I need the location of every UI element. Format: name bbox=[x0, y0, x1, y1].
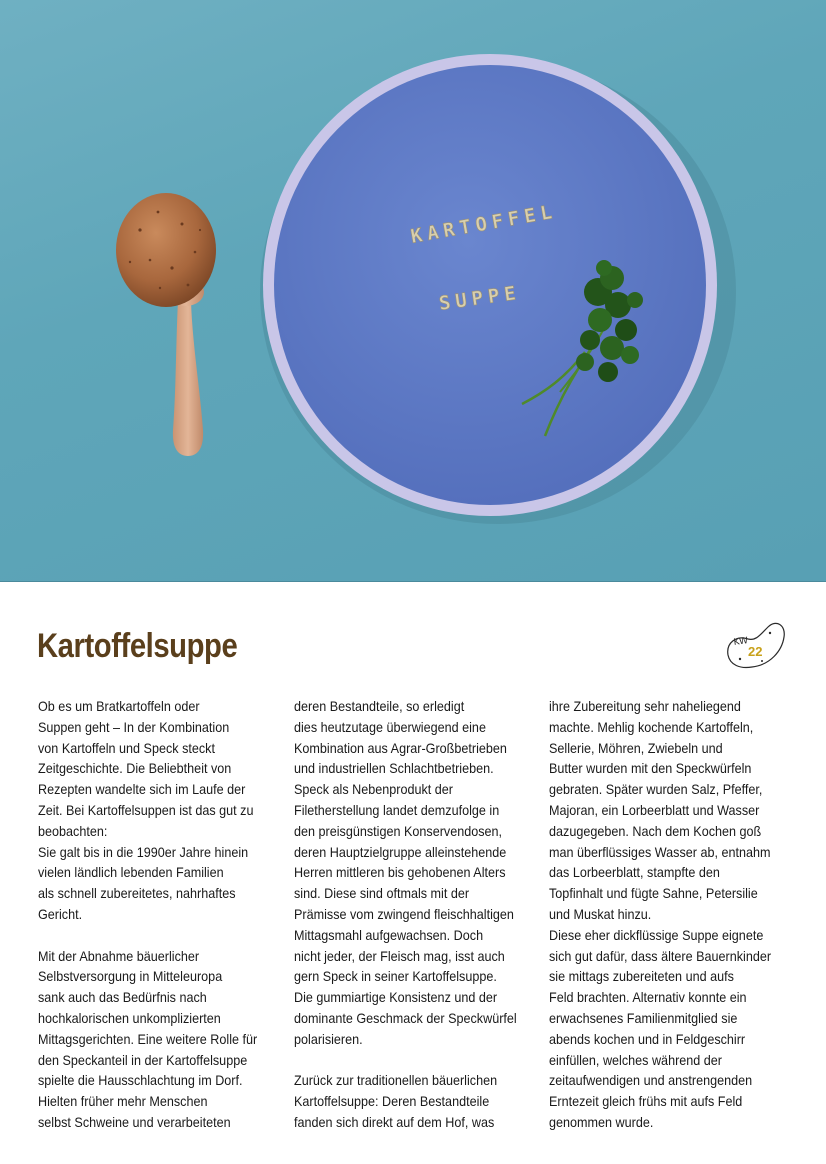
text-line: Erntezeit gleich frühs mit aufs Feld bbox=[549, 1093, 743, 1110]
text-line: fanden sich direkt auf dem Hof, was bbox=[294, 1113, 495, 1130]
text-line: Herren mittleren bis gehobenen Alters bbox=[294, 864, 506, 881]
badge-label: KW bbox=[733, 636, 749, 648]
text-line: sich gut dafür, dass ältere Bauernkinder bbox=[549, 947, 772, 964]
text-line: Diese eher dickflüssige Suppe eignete bbox=[549, 926, 764, 943]
text-line: beobachten: bbox=[38, 822, 108, 839]
text-line: Feld brachten. Alternativ konnte ein bbox=[549, 989, 747, 1006]
text-line: Topfinhalt und fügte Sahne, Petersilie bbox=[549, 885, 758, 902]
text-line: Zeit. Bei Kartoffelsuppen ist das gut zu bbox=[38, 801, 254, 818]
text-line: Rezepten wandelte sich im Laufe der bbox=[38, 781, 246, 798]
text-line: sie mittags zubereiteten und aufs bbox=[549, 968, 734, 985]
text-line: genommen wurde. bbox=[549, 1113, 654, 1130]
text-line: Prämisse vom zwingend fleischhaltigen bbox=[294, 905, 514, 922]
text-line: ihre Zubereitung sehr naheliegend bbox=[549, 698, 741, 714]
text-line: polarisieren. bbox=[294, 1030, 363, 1047]
text-line: abends kochen und in Feldgeschirr bbox=[549, 1030, 746, 1047]
text-line: spielte die Hausschlachtung im Dorf. bbox=[38, 1072, 243, 1089]
text-line: einfüllen, welches während der bbox=[549, 1051, 723, 1068]
text-line: und Muskat hinzu. bbox=[549, 905, 652, 922]
text-line: Mit der Abnahme bäuerlicher bbox=[38, 947, 200, 964]
week-number: 22 bbox=[748, 644, 763, 659]
text-line: erwachsenes Familienmitglied sie bbox=[549, 1009, 738, 1026]
text-line: Ob es um Bratkartoffeln oder bbox=[38, 698, 200, 714]
text-line: Zurück zur traditionellen bäuerlichen bbox=[294, 1072, 498, 1089]
text-line: Kombination aus Agrar-Großbetrieben bbox=[294, 739, 507, 756]
text-line: deren Bestandteile, so erledigt bbox=[294, 698, 465, 714]
text-column-2 bbox=[294, 696, 541, 1133]
paragraph-gap bbox=[38, 925, 282, 946]
text-line: deren Hauptzielgruppe alleinstehende bbox=[294, 843, 507, 860]
text-line: Butter wurden mit den Speckwürfeln bbox=[549, 760, 752, 777]
text-line: und industriellen Schlachtbetrieben. bbox=[294, 760, 494, 777]
text-line: Mittagsmahl aufgewachsen. Doch bbox=[294, 926, 484, 943]
pasta-line-1: KARTOFFEL bbox=[409, 200, 559, 248]
text-line: Die gummiartige Konsistenz und der bbox=[294, 989, 498, 1006]
text-line: Kartoffelsuppe: Deren Bestandteile bbox=[294, 1093, 490, 1110]
text-line: Hielten früher mehr Menschen bbox=[38, 1093, 208, 1110]
paragraph-gap bbox=[294, 1050, 541, 1071]
potato bbox=[116, 193, 216, 307]
text-line: dies heutzutage überwiegend eine bbox=[294, 718, 486, 735]
text-line: nicht jeder, der Fleisch mag, isst auch bbox=[294, 947, 505, 964]
text-line: dominante Geschmack der Speckwürfel bbox=[294, 1009, 517, 1026]
text-line: von Kartoffeln und Speck steckt bbox=[38, 739, 215, 756]
text-line: dazugegeben. Nach dem Kochen goß bbox=[549, 822, 762, 839]
text-line: Majoran, ein Lorbeerblatt und Wasser bbox=[549, 801, 760, 818]
text-line: zeitaufwendigen und anstrengenden bbox=[549, 1072, 753, 1089]
text-line: Sellerie, Möhren, Zwiebeln und bbox=[549, 739, 723, 756]
text-line: als schnell zubereitetes, nahrhaftes bbox=[38, 885, 236, 902]
text-line: Sie galt bis in die 1990er Jahre hinein bbox=[38, 843, 249, 860]
text-column-1 bbox=[38, 696, 282, 1133]
text-line: sind. Diese sind oftmals mit der bbox=[294, 885, 470, 902]
text-line: man überflüssiges Wasser ab, entnahm bbox=[549, 843, 771, 860]
text-line: Suppen geht – In der Kombination bbox=[38, 718, 230, 735]
pasta-line-2: SUPPE bbox=[437, 281, 523, 315]
text-line: gern Speck in seiner Kartoffelsuppe. bbox=[294, 968, 497, 985]
text-line: sank auch das Bedürfnis nach bbox=[38, 989, 207, 1006]
text-line: gebraten. Später wurden Salz, Pfeffer, bbox=[549, 781, 763, 798]
text-line: Filetherstellung landet demzufolge in bbox=[294, 801, 500, 818]
text-line: vielen ländlich lebenden Familien bbox=[38, 864, 224, 881]
text-line: Speck als Nebenprodukt der bbox=[294, 781, 454, 798]
text-line: machte. Mehlig kochende Kartoffeln, bbox=[549, 718, 754, 735]
text-line: den preisgünstigen Konservendosen, bbox=[294, 822, 503, 839]
text-line: hochkalorischen unkomplizierten bbox=[38, 1009, 221, 1026]
text-line: das Lorbeerblatt, stampfte den bbox=[549, 864, 720, 881]
text-line: den Speckanteil in der Kartoffelsuppe bbox=[38, 1051, 248, 1068]
text-line: selbst Schweine und verarbeiteten bbox=[38, 1113, 231, 1130]
text-line: Selbstversorgung in Mitteleuropa bbox=[38, 968, 223, 985]
text-line: Gericht. bbox=[38, 905, 83, 922]
text-column-3 bbox=[549, 696, 796, 1133]
text-line: Mittagsgerichten. Eine weitere Rolle für bbox=[38, 1030, 258, 1047]
article-title: Kartoffelsuppe bbox=[37, 627, 238, 665]
text-line: Zeitgeschichte. Die Beliebtheit von bbox=[38, 760, 232, 777]
